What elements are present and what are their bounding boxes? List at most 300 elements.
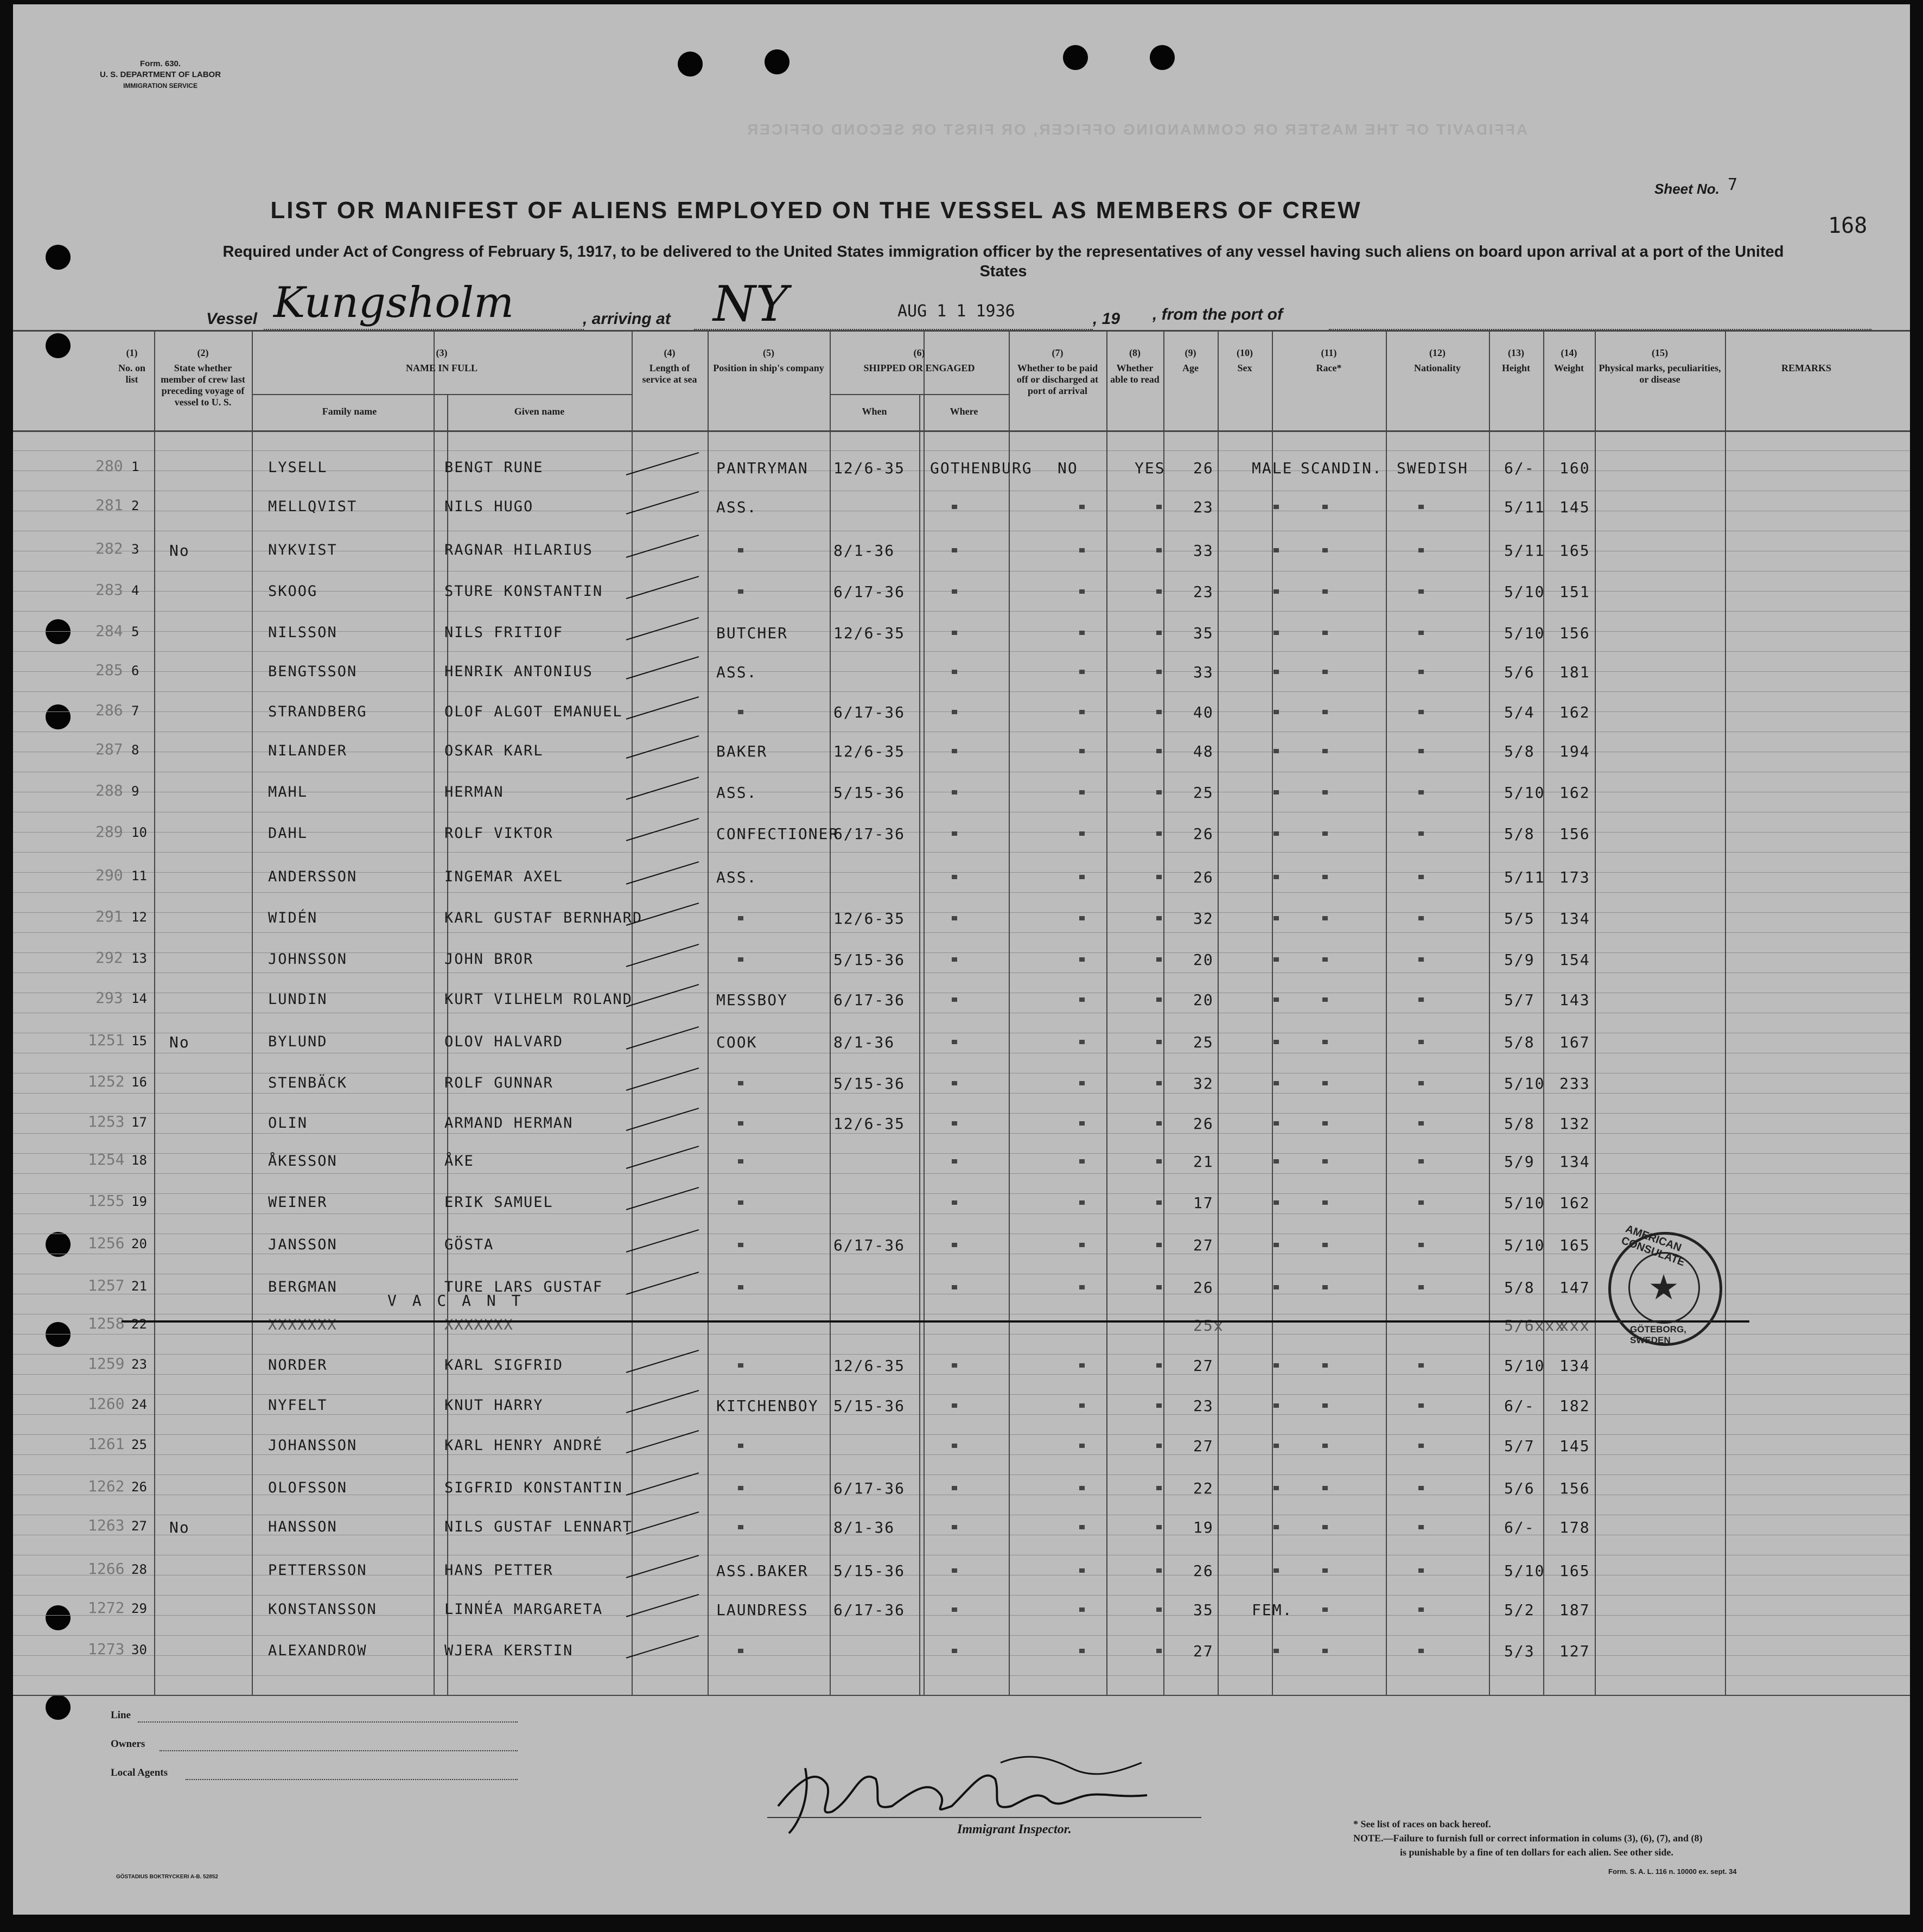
column-header: Sex [1237, 363, 1252, 373]
ditto-mark [1273, 1121, 1279, 1126]
ditto-mark [952, 749, 957, 753]
cell-family: BERGMAN [268, 1279, 338, 1295]
cell-height: 5/10 [1504, 1357, 1545, 1375]
cell-family: STENBÄCK [268, 1075, 348, 1091]
vessel-label: Vessel [206, 310, 257, 328]
ditto-mark [738, 1081, 743, 1085]
cell-weight: 165 [1559, 542, 1590, 560]
column-header: SHIPPED OR ENGAGED [863, 363, 975, 373]
ditto-mark [1322, 631, 1328, 635]
cell-family: DAHL [268, 825, 308, 842]
cell-position: ASS. [716, 498, 757, 516]
cell-weight: 181 [1559, 663, 1590, 681]
cell-given: HENRIK ANTONIUS [444, 663, 593, 680]
cell-family: NILSSON [268, 624, 338, 641]
ditto-mark [1273, 790, 1279, 795]
ditto-mark [1322, 1403, 1328, 1408]
cell-when: 12/6-35 [833, 910, 906, 927]
cell-position: LAUNDRESS [716, 1601, 808, 1619]
ditto-mark [952, 1649, 957, 1653]
cell-age: 25 [1193, 1033, 1214, 1051]
ditto-mark [1156, 831, 1162, 836]
cell-weight: 156 [1559, 1479, 1590, 1497]
column-divider [1725, 330, 1726, 1695]
cell-when: 12/6-35 [833, 459, 906, 477]
ditto-mark [1273, 710, 1279, 714]
column-divider [1009, 330, 1010, 1695]
cell-height: 5/6 [1504, 663, 1535, 681]
stamp-top-text: AMERICAN CONSULATE [1619, 1223, 1687, 1269]
ditto-mark [738, 1363, 743, 1368]
ditto-mark [1418, 1285, 1424, 1289]
ruled-line [13, 611, 1910, 612]
ditto-mark [1079, 957, 1085, 962]
cell-no: 1 [131, 459, 139, 474]
row-reference-number: 1273 [88, 1640, 125, 1658]
column-divider [434, 330, 435, 1695]
ditto-mark [1273, 916, 1279, 920]
ditto-mark [1079, 875, 1085, 879]
ruled-line [13, 1173, 1910, 1174]
consulate-stamp [1608, 1223, 1722, 1346]
service-slash-mark [626, 452, 699, 475]
row-reference-number: 1252 [88, 1072, 125, 1090]
ruled-line [13, 1635, 1910, 1636]
service-slash-mark [626, 1272, 699, 1295]
service-slash-mark [626, 1026, 699, 1050]
row-reference-number: 288 [95, 781, 123, 799]
ditto-mark [738, 957, 743, 962]
ditto-mark [1418, 749, 1424, 753]
cell-position: ASS. [716, 663, 757, 681]
cell-position: ASS. [716, 784, 757, 802]
ditto-mark [1079, 1568, 1085, 1573]
row-reference-number: 1251 [88, 1031, 125, 1049]
ditto-mark [738, 710, 743, 714]
cell-age: 27 [1193, 1357, 1214, 1375]
ditto-mark [952, 1568, 957, 1573]
service-slash-mark [626, 735, 699, 759]
cell-when: 12/6-35 [833, 1115, 906, 1133]
arrival-date-stamp: AUG 1 1 1936 [897, 302, 1015, 321]
column-number: (13) [1508, 347, 1524, 358]
inspector-underline [767, 1817, 1201, 1818]
ruled-line [13, 651, 1910, 652]
ditto-mark [1322, 749, 1328, 753]
cell-given: ÅKE [444, 1153, 474, 1170]
service-slash-mark [626, 696, 699, 720]
ditto-mark [1079, 1486, 1085, 1490]
arriving-label: , arriving at [583, 310, 671, 328]
ditto-mark [952, 1403, 957, 1408]
ditto-mark [1418, 1444, 1424, 1448]
cell-family: WEINER [268, 1194, 328, 1211]
form-number: Form. 630. [140, 59, 181, 68]
cell-weight: 145 [1559, 1437, 1590, 1455]
ruled-line [13, 1113, 1910, 1114]
ditto-mark [1418, 1040, 1424, 1044]
ditto-mark [1418, 1200, 1424, 1205]
cell-age: 26 [1193, 459, 1214, 477]
ditto-mark [1322, 831, 1328, 836]
ditto-mark [1418, 790, 1424, 795]
cell-age: 23 [1193, 583, 1214, 601]
column-number: (14) [1561, 347, 1577, 358]
column-number: (8) [1129, 347, 1141, 358]
ditto-mark [1273, 1040, 1279, 1044]
ditto-mark [952, 1200, 957, 1205]
ditto-mark [952, 831, 957, 836]
ditto-mark [1418, 1607, 1424, 1612]
ditto-mark [1322, 997, 1328, 1002]
column-divider [924, 330, 925, 1695]
cell-position: COOK [716, 1033, 757, 1051]
ditto-mark [1156, 1568, 1162, 1573]
ditto-mark [1418, 1159, 1424, 1164]
cell-weight: 167 [1559, 1033, 1590, 1051]
cell-family: ÅKESSON [268, 1153, 338, 1170]
cell-height: 5/9 [1504, 1153, 1535, 1171]
column-header: Length of service at sea [642, 363, 697, 385]
cell-when: 6/17-36 [833, 1601, 906, 1619]
ditto-mark [1418, 1568, 1424, 1573]
column-number: (9) [1185, 347, 1196, 358]
column-number: (12) [1429, 347, 1446, 358]
ditto-mark [1322, 670, 1328, 674]
ditto-mark [1079, 710, 1085, 714]
ruled-line [13, 892, 1910, 893]
cell-family: JOHNSSON [268, 951, 348, 968]
cell-family: LUNDIN [268, 991, 328, 1008]
ditto-mark [952, 548, 957, 552]
row-reference-number: 280 [95, 457, 123, 475]
ditto-mark [1079, 1525, 1085, 1529]
cell-given: TURE LARS GUSTAF [444, 1279, 603, 1295]
punch-hole [46, 1695, 71, 1720]
row-reference-number: 1263 [88, 1516, 125, 1534]
column-divider [1595, 330, 1596, 1695]
cell-no: 16 [131, 1075, 147, 1090]
subcolumn-header: Given name [514, 406, 565, 417]
ditto-mark [1156, 749, 1162, 753]
ditto-mark [738, 1200, 743, 1205]
ditto-mark [1418, 1363, 1424, 1368]
form-header [100, 59, 221, 91]
ditto-mark [1079, 631, 1085, 635]
cell-age: 20 [1193, 991, 1214, 1009]
cell-age: 17 [1193, 1194, 1214, 1212]
punch-hole [46, 619, 71, 644]
ditto-mark [1418, 1486, 1424, 1490]
note-failure: NOTE.—Failure to furnish full or correct information in colums (3), (6), (7), and (8) [1353, 1833, 1703, 1844]
cell-no: 7 [131, 703, 139, 719]
ditto-mark [952, 997, 957, 1002]
ruled-line [13, 1454, 1910, 1455]
row-reference-number: 283 [95, 581, 123, 599]
ditto-mark [952, 1285, 957, 1289]
cell-no: 28 [131, 1562, 147, 1577]
cell-no: 8 [131, 742, 139, 758]
cell-family: MAHL [268, 784, 308, 800]
row-reference-number: 1256 [88, 1234, 125, 1252]
local-agents-underline [186, 1779, 518, 1780]
ditto-mark [1418, 631, 1424, 635]
ditto-mark [738, 1159, 743, 1164]
cell-when: 6/17-36 [833, 825, 906, 843]
cell-weight: 165 [1559, 1236, 1590, 1254]
ditto-mark [1079, 831, 1085, 836]
service-slash-mark [626, 777, 699, 800]
row-reference-number: 291 [95, 907, 123, 925]
ditto-mark [1079, 749, 1085, 753]
cell-no: 3 [131, 542, 139, 557]
column-divider [830, 330, 831, 1695]
year-label: , 19 [1093, 310, 1120, 328]
cell-family: KONSTANSSON [268, 1601, 377, 1618]
cell-where: GOTHENBURG [930, 459, 1033, 477]
cell-height: 5/10 [1504, 1562, 1545, 1580]
manifest-page [13, 4, 1910, 1915]
cell-given: OLOF ALGOT EMANUEL [444, 703, 623, 720]
ditto-mark [1273, 1081, 1279, 1085]
cell-height: 5/3 [1504, 1642, 1535, 1660]
vessel-name: Kungsholm [273, 278, 514, 327]
ditto-mark [952, 1121, 957, 1126]
ditto-mark [952, 1444, 957, 1448]
ditto-mark [1156, 1525, 1162, 1529]
cell-age: 26 [1193, 1279, 1214, 1297]
ditto-mark [1273, 1525, 1279, 1529]
column-header: NAME IN FULL [405, 363, 477, 373]
cell-height: 5/8 [1504, 825, 1535, 843]
column-divider [1218, 330, 1219, 1695]
ditto-mark [1322, 790, 1328, 795]
cell-when: 6/17-36 [833, 703, 906, 721]
form-department: U. S. DEPARTMENT OF LABOR [100, 70, 221, 79]
cell-when: 12/6-35 [833, 624, 906, 642]
ditto-mark [1156, 997, 1162, 1002]
owners-underline [160, 1750, 518, 1751]
ditto-mark [1079, 1040, 1085, 1044]
cell-family: PETTERSSON [268, 1562, 367, 1579]
cell-no: 18 [131, 1153, 147, 1168]
cell-given: KURT VILHELM ROLAND [444, 991, 633, 1008]
ditto-mark [1273, 1243, 1279, 1247]
ruled-line [13, 1213, 1910, 1214]
cell-weight: 233 [1559, 1075, 1590, 1092]
cell-weight: 165 [1559, 1562, 1590, 1580]
column-header: Position in ship's company [713, 363, 824, 373]
ditto-mark [1322, 875, 1328, 879]
cell-no: 24 [131, 1397, 147, 1412]
column-header: Age [1182, 363, 1199, 373]
ditto-mark [738, 916, 743, 920]
row-reference-number: 1254 [88, 1151, 125, 1168]
cell-family: WIDÉN [268, 910, 318, 926]
ditto-mark [1156, 1403, 1162, 1408]
cell-height: 5/10 [1504, 784, 1545, 802]
row-reference-number: 1253 [88, 1113, 125, 1130]
cell-given: ARMAND HERMAN [444, 1115, 574, 1132]
cell-height: 5/8 [1504, 1033, 1535, 1051]
cell-no: 10 [131, 825, 147, 840]
cell-given: OLOV HALVARD [444, 1033, 564, 1050]
column-number: (2) [197, 347, 209, 358]
bleed-through-text: AFFIDAVIT OF THE MASTER OR COMMANDING OFFICER, OR FIRST OR SECOND OFFICER [746, 121, 1528, 138]
ditto-mark [1418, 1649, 1424, 1653]
ditto-mark [1322, 1486, 1328, 1490]
ruled-line [13, 852, 1910, 853]
cell-weight: 187 [1559, 1601, 1590, 1619]
cell-position: KITCHENBOY [716, 1397, 819, 1415]
ditto-mark [1156, 710, 1162, 714]
service-slash-mark [626, 1594, 699, 1617]
cell-no: 20 [131, 1236, 147, 1251]
eagle-seal-icon: ★ [1648, 1268, 1679, 1307]
cell-age: 40 [1193, 703, 1214, 721]
ditto-mark [1322, 1285, 1328, 1289]
form-reference: Form. S. A. L. 116 n. 10000 ex. sept. 34 [1608, 1867, 1737, 1876]
row-reference-number: 1255 [88, 1192, 125, 1210]
cell-height: 5/11 [1504, 498, 1545, 516]
ditto-mark [1156, 631, 1162, 635]
service-slash-mark [626, 1187, 699, 1210]
column-number: (6) [913, 347, 925, 358]
ditto-mark [1418, 1243, 1424, 1247]
cell-no: 2 [131, 498, 139, 513]
service-slash-mark [626, 818, 699, 841]
service-slash-mark [626, 984, 699, 1007]
column-header: State whether member of crew last preceding voyage of vessel to U. S. [161, 363, 245, 408]
cell-age: 26 [1193, 868, 1214, 886]
subcolumn-header: Where [950, 406, 978, 417]
ditto-mark [1322, 957, 1328, 962]
column-header: Nationality [1413, 363, 1461, 373]
owners-label: Owners [111, 1738, 145, 1750]
cell-age: 33 [1193, 663, 1214, 681]
ditto-mark [1322, 1243, 1328, 1247]
cell-no: 21 [131, 1279, 147, 1294]
cell-weight: 156 [1559, 825, 1590, 843]
ruled-line [13, 1434, 1910, 1435]
ruled-line [13, 1394, 1910, 1395]
cell-age: 32 [1193, 910, 1214, 927]
cell-age: 23 [1193, 498, 1214, 516]
page-number: 168 [1828, 213, 1868, 238]
ditto-mark [1418, 1403, 1424, 1408]
ditto-mark [1079, 1159, 1085, 1164]
ditto-mark [1079, 1444, 1085, 1448]
punch-hole [1063, 45, 1088, 70]
ditto-mark [738, 1486, 743, 1490]
ditto-mark [1322, 1363, 1328, 1368]
service-slash-mark [626, 1390, 699, 1413]
row-reference-number: 286 [95, 701, 123, 719]
cell-age: 22 [1193, 1479, 1214, 1497]
column-divider [708, 330, 709, 1695]
cell-when: 5/15-36 [833, 1397, 906, 1415]
footer-notes [1353, 1817, 1702, 1859]
cell-no: 22 [131, 1317, 147, 1332]
cell-no: 12 [131, 910, 147, 925]
row-reference-number: 293 [95, 989, 123, 1007]
ditto-mark [1156, 505, 1162, 509]
ditto-mark [1322, 548, 1328, 552]
cell-weight: 134 [1559, 910, 1590, 927]
cell-no: 13 [131, 951, 147, 966]
column-divider [154, 330, 155, 1695]
row-reference-number: 290 [95, 866, 123, 884]
subheader-rule-shipped [830, 394, 1009, 395]
cell-when: 5/15-36 [833, 1075, 906, 1092]
cell-height: 5/10 [1504, 1194, 1545, 1212]
cell-family: NORDER [268, 1357, 328, 1374]
column-divider [1106, 330, 1107, 1695]
cell-prev: No [169, 1033, 190, 1051]
cell-age: 20 [1193, 951, 1214, 969]
row-reference-number: 292 [95, 949, 123, 967]
ditto-mark [1322, 710, 1328, 714]
punch-hole [678, 52, 703, 77]
ditto-mark [1418, 710, 1424, 714]
line-underline [138, 1721, 518, 1723]
row-reference-number: 285 [95, 661, 123, 679]
cell-race: SCANDIN. [1301, 459, 1383, 477]
ditto-mark [1273, 1403, 1279, 1408]
ditto-mark [738, 589, 743, 594]
cell-sex: MALE [1252, 459, 1293, 477]
column-number: (11) [1321, 347, 1337, 358]
cell-no: 17 [131, 1115, 147, 1130]
ditto-mark [1322, 505, 1328, 509]
cell-read: YES [1135, 459, 1166, 477]
ditto-mark [1418, 1525, 1424, 1529]
ditto-mark [738, 1525, 743, 1529]
ditto-mark [1079, 1403, 1085, 1408]
ditto-mark [1273, 875, 1279, 879]
cell-height: 5/7 [1504, 1437, 1535, 1455]
ditto-mark [1273, 631, 1279, 635]
cell-no: 27 [131, 1518, 147, 1534]
cell-height: 5/8 [1504, 742, 1535, 760]
cell-given: RAGNAR HILARIUS [444, 542, 593, 558]
ditto-mark [1156, 790, 1162, 795]
cell-position: BAKER [716, 742, 768, 760]
cell-when: 5/15-36 [833, 784, 906, 802]
cell-weight: 147 [1559, 1279, 1590, 1297]
cell-family: ALEXANDROW [268, 1642, 367, 1659]
ditto-mark [1418, 670, 1424, 674]
column-divider [1543, 330, 1544, 1695]
cell-given: SIGFRID KONSTANTIN [444, 1479, 623, 1496]
column-number: (4) [664, 347, 676, 358]
column-header: Whether to be paid off or discharged at port of arrival [1016, 363, 1099, 396]
subheader-rule-name [252, 394, 632, 395]
ditto-mark [1156, 589, 1162, 594]
ditto-mark [1156, 875, 1162, 879]
cell-weight: 162 [1559, 784, 1590, 802]
ruled-line [13, 1374, 1910, 1375]
column-number: (3) [436, 347, 448, 358]
ditto-mark [1156, 1040, 1162, 1044]
cell-height: 5/7 [1504, 991, 1535, 1009]
ditto-mark [1322, 1159, 1328, 1164]
ditto-mark [1273, 1363, 1279, 1368]
subcolumn-divider [919, 394, 920, 1695]
row-reference-number: 1258 [88, 1314, 125, 1332]
cell-when: 8/1-36 [833, 542, 895, 560]
ditto-mark [1079, 589, 1085, 594]
